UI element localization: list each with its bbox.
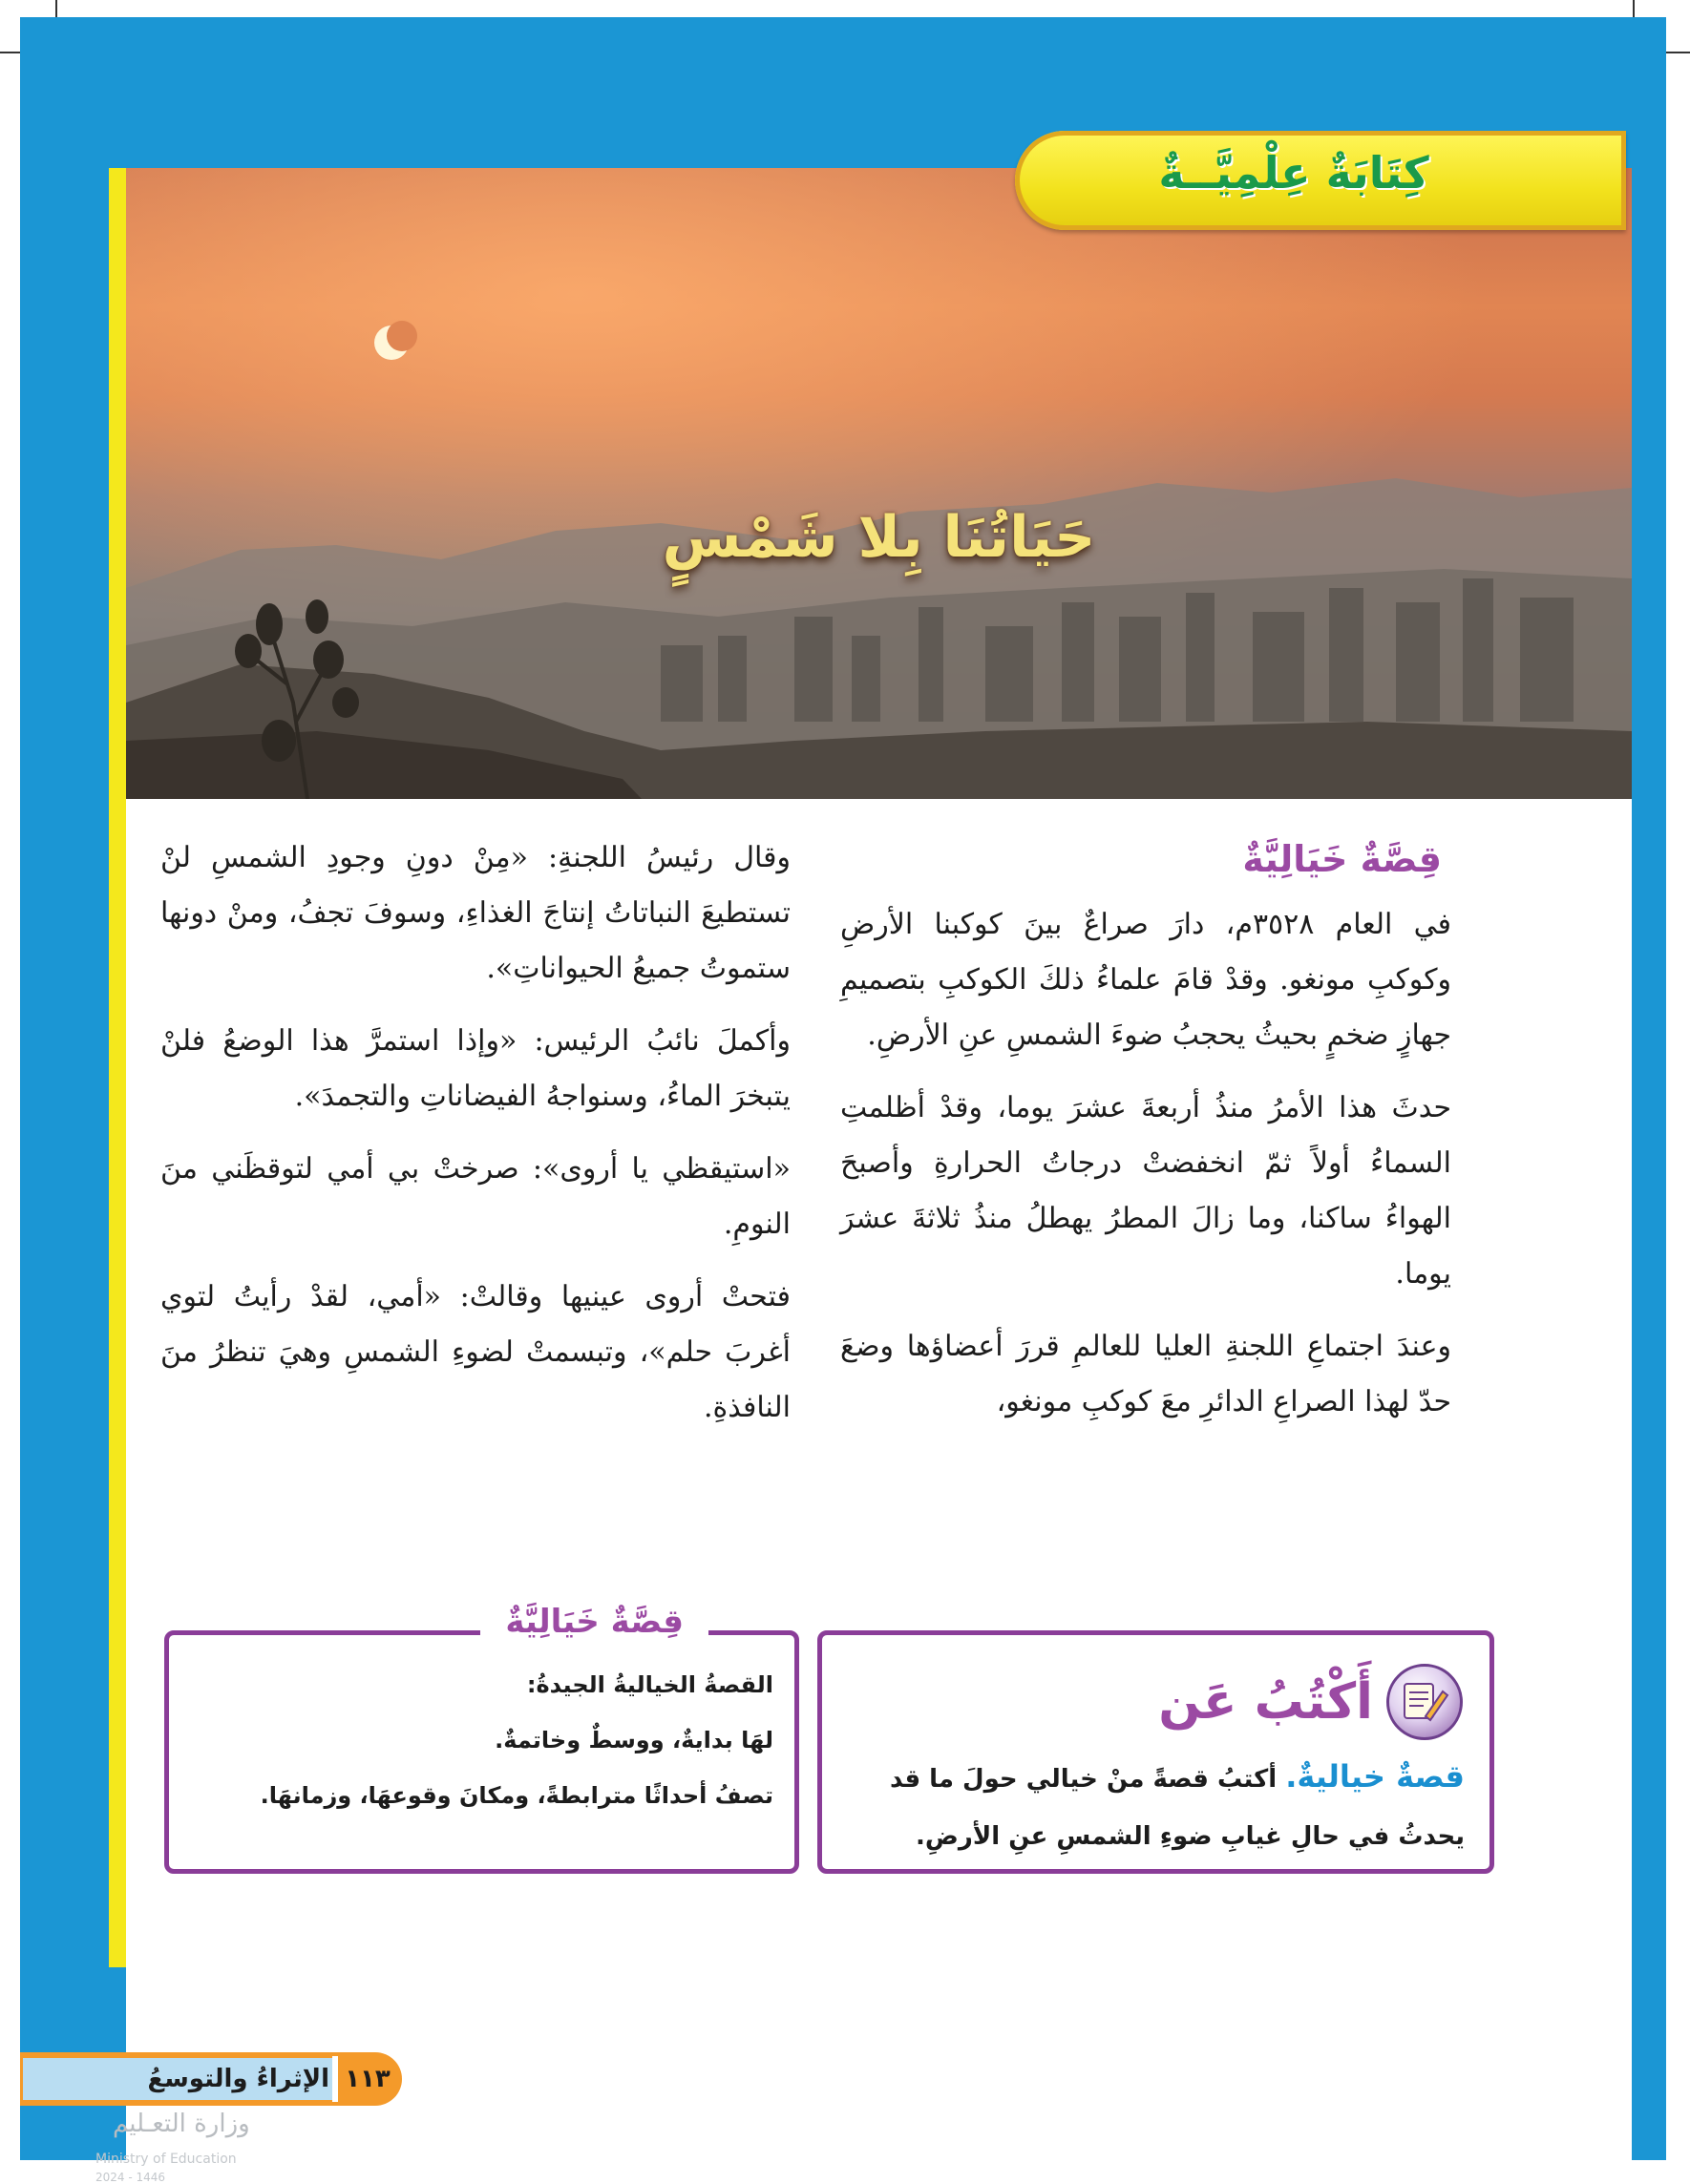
write-about-prompt (843, 1748, 1465, 1865)
write-about-title: أَكْتُبُ عَن (1158, 1673, 1373, 1731)
pencil-notepad-icon (1386, 1664, 1463, 1740)
hero-image (126, 168, 1632, 799)
info-box-title: قِصَّةٌ خَيَالِيَّةٌ (480, 1603, 708, 1641)
accent-strip (109, 168, 126, 1967)
story-paragraph: وعندَ اجتماعِ اللجنةِ العليا للعالمِ قررَ أعضاؤها وضعَ حدّ لهذا الصراعِ الدائرِ معَ كوكبِ مونغو، (840, 1330, 1451, 1418)
story-paragraph: حدثَ هذا الأمرُ منذُ أربعةَ عشرَ يوما، وقدْ أظلمتِ السماءُ أولاً ثمّ انخفضتْ درجاتُ الحرارةِ وأصبحَ الهواءُ ساكنا، وما زالَ المطرُ يهطلُ منذُ ثلاثةَ عشرَ يوما. (840, 1091, 1451, 1291)
story-paragraph: فتحتْ أروى عينيها وقالتْ: «أمي، لقدْ رأيتُ لتوي أغربَ حلم»، وتبسمتْ لضوءِ الشمسِ وهيَ تنظرُ منَ النافذةِ. (160, 1280, 791, 1424)
write-about-lead: قصةٌ خياليةٌ. (1285, 1758, 1465, 1795)
footer-divider (332, 2056, 338, 2102)
write-about-header (1158, 1664, 1463, 1740)
write-about-box (817, 1630, 1494, 1874)
page-number: ١١٣ (345, 2065, 391, 2093)
watermark-english: Ministry of Education (95, 2152, 237, 2167)
story-paragraph: وأكملَ نائبُ الرئيس: «وإذا استمرَّ هذا الوضعُ فلنْ يتبخرَ الماءُ، وسنواجهُ الفيضاناتِ والتجمدَ». (160, 1024, 791, 1113)
info-box-line: تصفُ أحداثًا مترابطةً، ومكانَ وقوعهَا، وزمانهَا. (260, 1782, 773, 1809)
info-box-line: القصةُ الخياليةُ الجيدةُ: (526, 1671, 773, 1698)
watermark-arabic: وزارة التعـليم (113, 2110, 250, 2138)
story-column-right (840, 830, 1451, 1447)
sunset-landscape (126, 168, 1632, 799)
page-title: حَيَاتُنَا بِلا شَمْسٍ (662, 504, 1096, 571)
info-box-line: لهَا بدايةٌ، ووسطٌ وخاتمةٌ. (495, 1727, 773, 1754)
story-paragraph: في العام ٣٥٢٨م، دارَ صراعٌ بينَ كوكبنا الأرضِ وكوكبِ مونغو. وقدْ قامَ علماءُ ذلكَ الكوكبِ بتصميمِ جهازٍ ضخمٍ بحيثُ يحجبُ ضوءَ الشمسِ عنِ الأرضِ. (840, 908, 1451, 1052)
watermark-year: 2024 - 1446 (95, 2171, 166, 2184)
story-paragraph: وقال رئيسُ اللجنةِ: «مِنْ دونِ وجودِ الشمسِ لنْ تستطيعَ النباتاتُ إنتاجَ الغذاءِ، وسوفَ تجفُ، ومنْ دونها ستموتُ جميعُ الحيواناتِ». (160, 841, 791, 985)
section-badge-label: كِتَابَةٌ عِلْمِيَّــةٌ (1158, 147, 1429, 199)
info-box (164, 1603, 799, 1874)
write-about-text: أكتبُ قصةً منْ خيالي حولَ ما قد يحدثُ في حالِ غيابِ ضوءِ الشمسِ عنِ الأرضِ. (890, 1765, 1465, 1851)
footer-section-label: الإثراءُ والتوسعُ (147, 2065, 329, 2093)
story-column-left (160, 830, 791, 1453)
story-paragraph: «استيقظي يا أروى»: صرختْ بي أمي لتوقظَني منَ النومِ. (160, 1152, 791, 1241)
story-heading: قِصَّةٌ خَيَالِيَّةٌ (1242, 838, 1442, 880)
